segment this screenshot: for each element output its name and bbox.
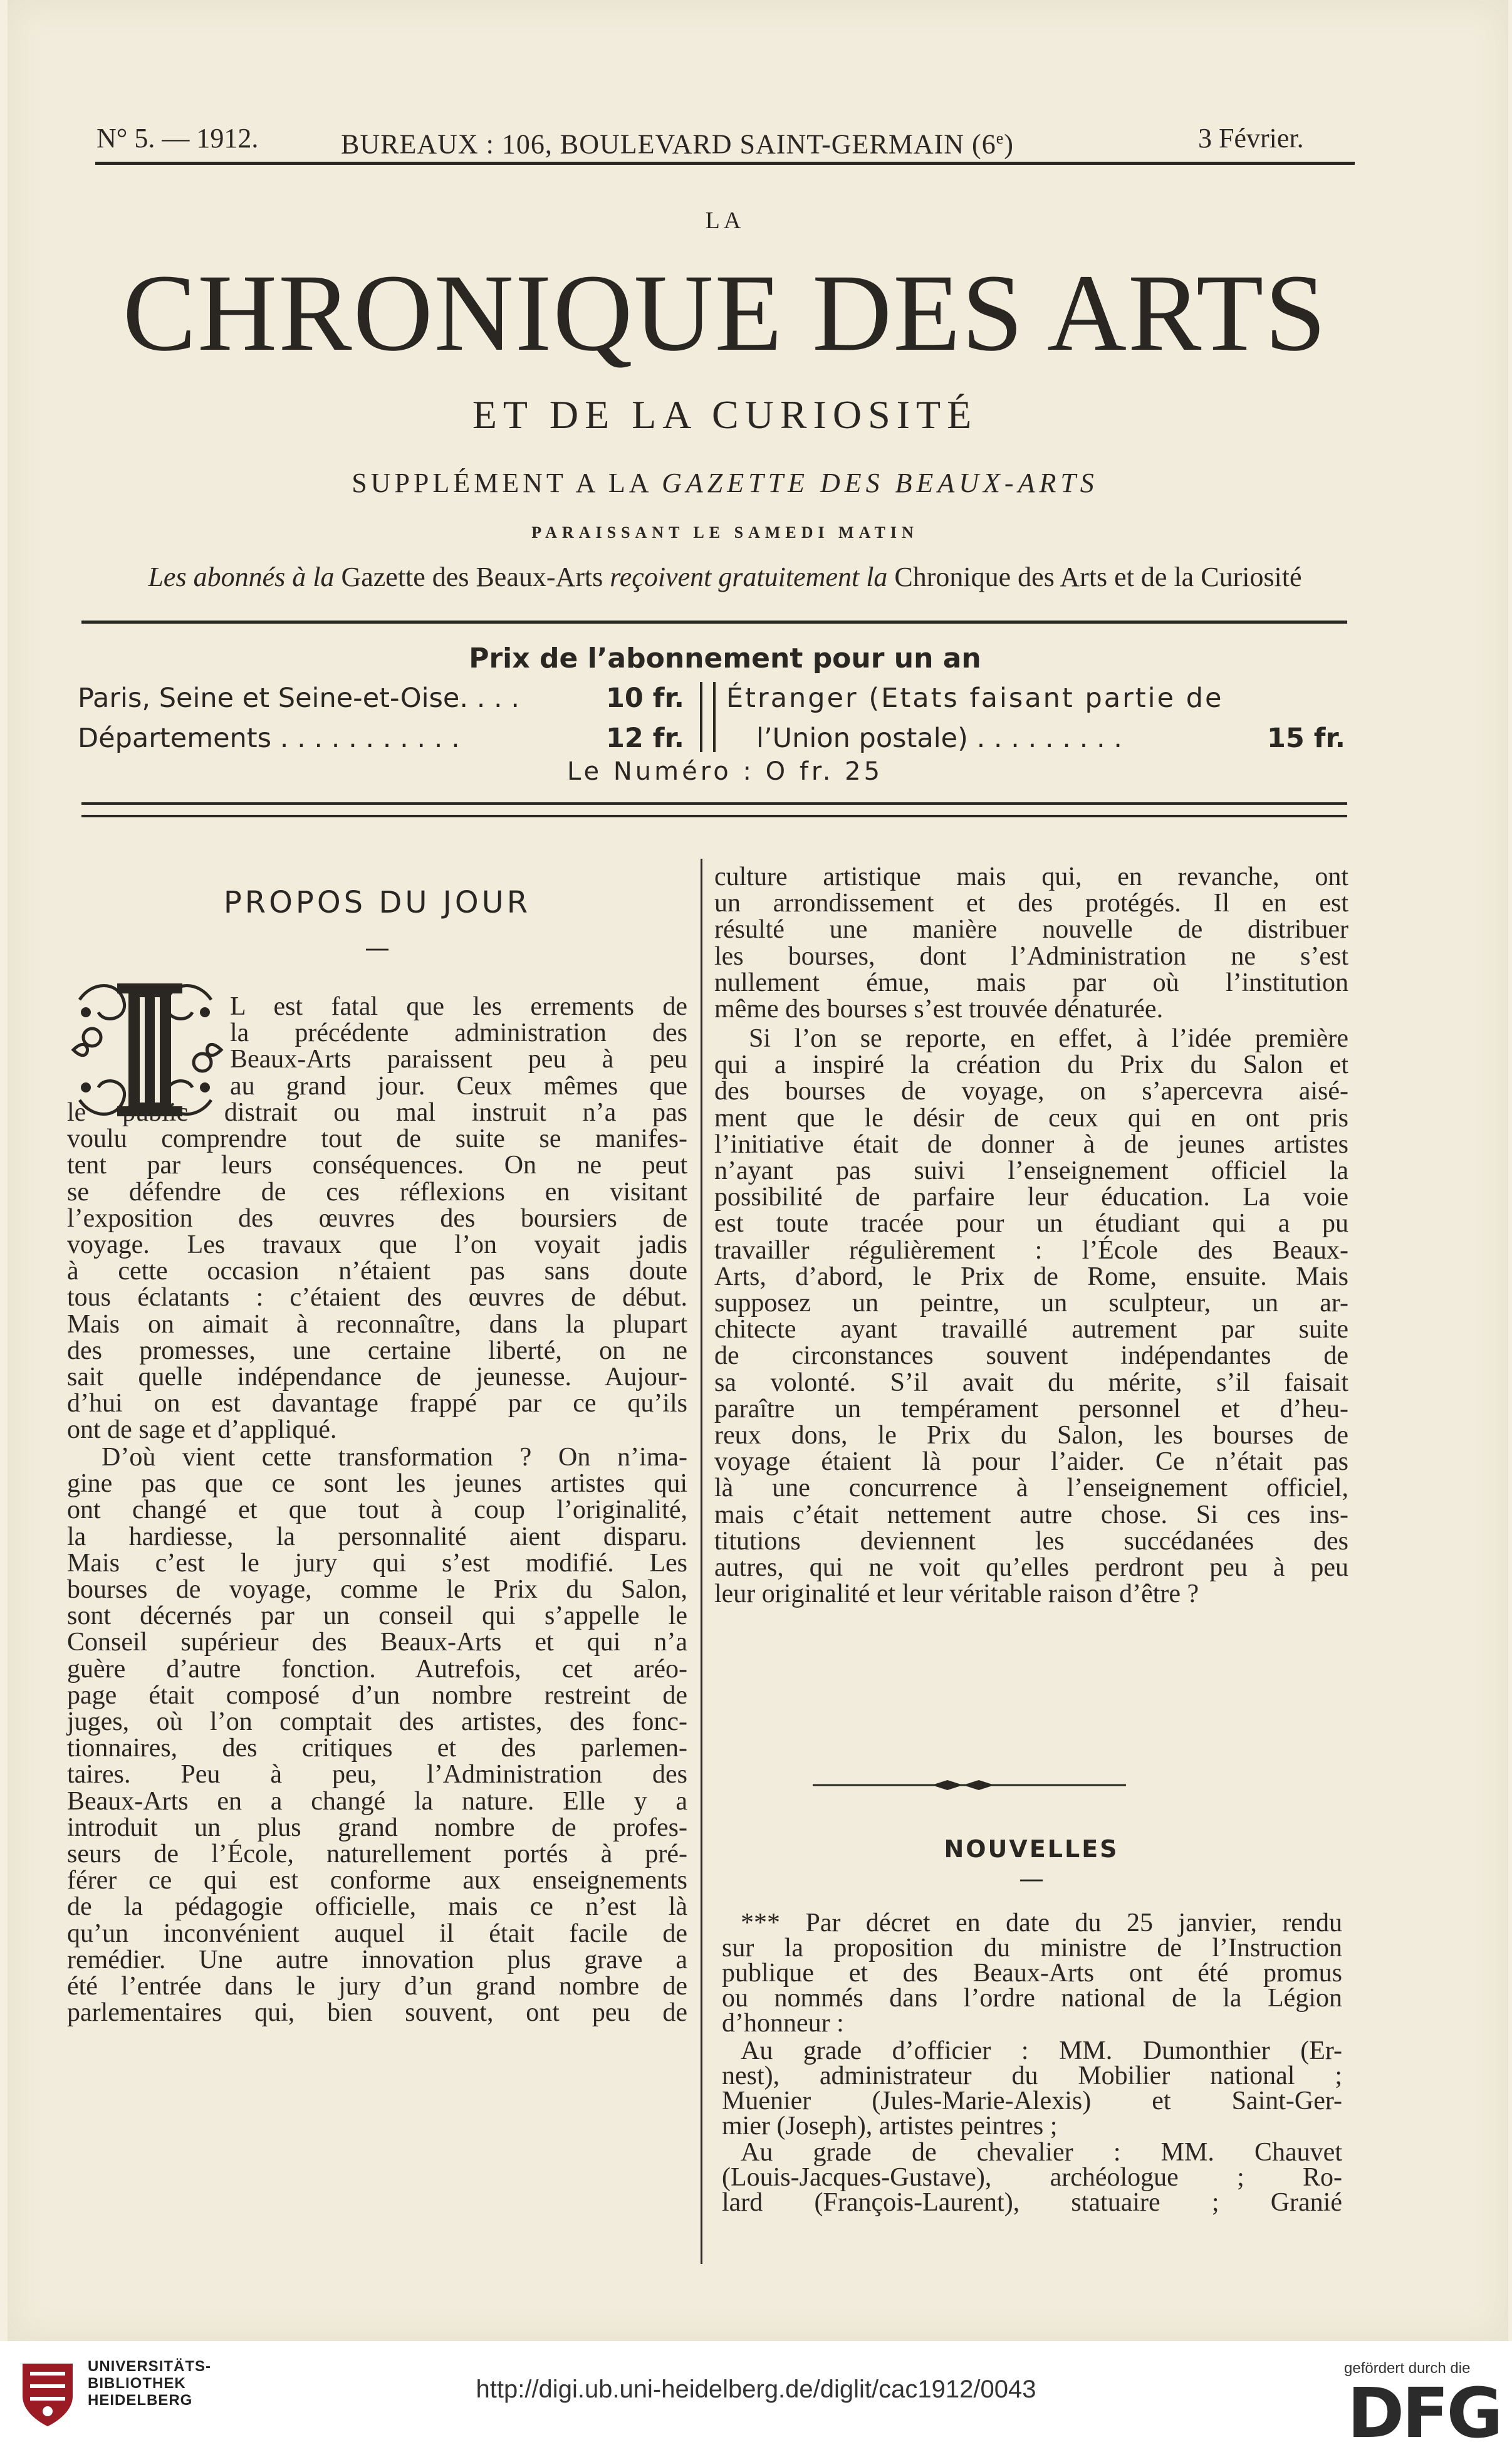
price-departements-label: Départements . . . . . . . . . . . [78,723,460,754]
text-line: (Louis-Jacques-Gustave), archéologue ; Ro- [722,2163,1342,2192]
text-line: Si l’on se reporte, en effet, à l’idée première [749,1024,1348,1053]
text-line: sont décernés par un conseil qui s’appelle le [67,1601,687,1631]
subscription-heading: Prix de l’abonnement pour un an [469,642,981,674]
issue-number: N° 5. — 1912. [96,123,259,154]
masthead-title: CHRONIQUE DES ARTS [122,252,1328,374]
funded-by-label: gefördert durch die [1344,2360,1471,2377]
box-rule-top [81,802,1347,805]
masthead-subtitle: ET DE LA CURIOSITÉ [472,392,978,437]
text-line: la précédente administration des [230,1019,687,1048]
text-line: férer ce qui est conforme aux enseignements [67,1866,687,1895]
text-line: nullement émue, mais par où l’institution [714,968,1348,997]
propos-para1 [67,1099,687,1443]
text-line: la hardiesse, la personnalité aient disparu. [67,1522,687,1551]
text-line: Beaux-Arts en a changé la nature. Elle y a [67,1786,687,1816]
text-line: Mais on aimait à reconnaître, dans la plupart [67,1309,687,1339]
text-line: de la pédagogie officielle, mais ce n’est là [67,1892,687,1922]
text-line: seurs de l’École, naturellement portés à pré- [67,1840,687,1869]
text-line: est toute tracée pour un étudiant qui a pu [714,1209,1348,1239]
text-line: résulté une manière nouvelle de distribuer [714,915,1348,945]
price-departements: 12 fr. [606,723,684,754]
text-line: voyage. Les travaux que l’on voyait jadis [67,1230,687,1260]
nouvelles-heading: NOUVELLES [944,1835,1119,1863]
text-line: ont changé et que tout à coup l’originalité, [67,1496,687,1525]
text-line: sait quelle indépendance de jeunesse. Aujour- [67,1363,687,1392]
masthead-rule [81,621,1347,624]
text-line: qui a inspiré la création du Prix du Salon et [714,1050,1348,1080]
text-line: introduit un plus grand nombre de profes- [67,1813,687,1842]
text-line: de circonstances souvent indépendantes de [714,1341,1348,1371]
text-line: page était composé d’un nombre restreint de [67,1680,687,1710]
column-divider [701,859,702,2264]
nouvelles-para1 [722,1910,1342,2036]
price-paris: 10 fr. [606,683,684,714]
text-line: taires. Peu à peu, l’Administration des [67,1760,687,1789]
text-line: possibilité de parfaire leur éducation. La voie [714,1183,1348,1212]
text-line: D’où vient cette transformation ? On n’ima- [102,1443,687,1472]
text-line: paraître un tempérament personnel et d’heu- [714,1394,1348,1423]
text-line: été l’entrée dans le jury d’un grand nombre de [67,1972,687,2001]
library-line-3: HEIDELBERG [88,2392,193,2409]
text-line: Beaux-Arts paraissent peu à peu [230,1045,687,1074]
masthead-la: LA [705,207,745,234]
text-line: parlementaires qui, bien souvent, ont peu de [67,1998,687,2028]
text-line: autres, qui ne voit qu’elles perdront peu à peu [714,1553,1348,1583]
text-line: ont de sage et d’appliqué. [67,1415,337,1445]
price-etranger: 15 fr. [1267,723,1345,754]
text-line: à cette occasion n’étaient pas sans doute [67,1257,687,1286]
text-line: là une concurrence à l’enseignement officiel, [714,1474,1348,1503]
propos-para1-start [230,993,687,1099]
abonnes-line: Les abonnés à la Gazette des Beaux-Arts reçoivent gratuitement la Chronique des Arts et de la Curiosité [148,562,1302,592]
text-line: leur originalité et leur véritable raison d’être ? [714,1580,1199,1609]
library-line-2: BIBLIOTHEK [88,2375,186,2392]
text-line: ou nommés dans l’ordre national de la Légion [722,1984,1342,2013]
box-rule-bottom [81,815,1347,817]
propos-dash: — [365,934,390,963]
text-line: se défendre de ces réflexions en visitant [67,1177,687,1207]
price-etranger-label-1: Étranger (Etats faisant partie de [726,683,1224,714]
text-line: sa volonté. S’il avait du mérite, s’il faisait [714,1368,1348,1397]
text-line: Au grade de chevalier : MM. Chauvet [741,2138,1342,2167]
text-line: travailler régulièrement : l’École des Beaux- [714,1235,1348,1265]
text-line: mier (Joseph), artistes peintres ; [722,2112,1058,2140]
text-line: publique et des Beaux-Arts ont été promus [722,1959,1342,1988]
col2-para1 [714,864,1348,1022]
text-line: culture artistique mais qui, en revanche, ont [714,862,1348,891]
text-line: au grand jour. Ceux mêmes que [230,1071,687,1101]
text-line: n’ayant pas suivi l’enseignement officiel la [714,1156,1348,1186]
text-line: reux dons, le Prix du Salon, les bourses de [714,1421,1348,1450]
text-line: titutions deviennent les succédanées des [714,1526,1348,1556]
nouvelles-para3 [722,2140,1342,2215]
text-line: tent par leurs conséquences. On ne peut [67,1151,687,1180]
numero-price: Le Numéro : O fr. 25 [566,757,884,786]
col2-para2 [714,1025,1348,1607]
text-line: juges, où l’on comptait des artistes, des fonc- [67,1707,687,1737]
text-line: sur la proposition du ministre de l’Instruction [722,1934,1342,1962]
text-line: remédier. Une autre innovation plus grave a [67,1945,687,1974]
text-line: les bourses, dont l’Administration ne s’est [714,941,1348,971]
text-line: des bourses de voyage, on s’apercevra aisé- [714,1077,1348,1106]
text-line: bourses de voyage, comme le Prix du Salon, [67,1575,687,1605]
price-paris-label: Paris, Seine et Seine-et-Oise. . . . [78,683,520,714]
paraissant-line: PARAISSANT LE SAMEDI MATIN [531,523,919,542]
text-line: qu’un inconvénient auquel il était facile de [67,1919,687,1948]
text-line: Arts, d’abord, le Prix de Rome, ensuite. Mais [714,1262,1348,1291]
library-line-1: UNIVERSITÄTS- [88,2358,212,2375]
text-line: Mais c’est le jury qui s’est modifié. Les [67,1548,687,1578]
supplement-line: SUPPLÉMENT A LA GAZETTE DES BEAUX-ARTS [352,468,1098,498]
text-line: l’initiative était de donner à de jeunes artistes [714,1129,1348,1159]
text-line: voulu comprendre tout de suite se manifes- [67,1124,687,1154]
ornamental-separator [813,1778,1126,1793]
issue-date: 3 Février. [1198,123,1304,154]
text-line: tous éclatants : c’étaient des œuvres de début. [67,1283,687,1312]
price-divider-left [700,682,702,752]
text-line: ment que le désir de ceux qui en ont pris [714,1103,1348,1133]
price-divider-right [713,682,716,752]
text-line: L est fatal que les errements de [230,992,687,1021]
text-line: d’hui on est davantage frappé par ce qu’ils [67,1389,687,1418]
text-line: *** Par décret en date du 25 janvier, rendu [741,1909,1342,1937]
dfg-logo: DFG [1347,2373,1501,2453]
propos-heading: PROPOS DU JOUR [223,885,531,920]
text-line: mais c’était nettement autre chose. Si ces ins- [714,1500,1348,1529]
text-line: l’exposition des œuvres des boursiers de [67,1203,687,1233]
separator-svg [813,1778,1126,1793]
text-line: d’honneur : [722,2009,844,2038]
text-line: chitecte ayant travaillé autrement par suite [714,1315,1348,1344]
text-line: gine pas que ce sont les jeunes artistes qui [67,1469,687,1499]
text-line: tionnaires, des critiques et des parlemen- [67,1734,687,1763]
text-line: lard (François-Laurent), statuaire ; Granié [722,2188,1342,2217]
nouvelles-para2 [722,2038,1342,2139]
text-line: le public distrait ou mal instruit n’a pas [67,1098,687,1127]
text-line: un arrondissement et des protégés. Il en est [714,889,1348,918]
text-line: même des bourses s’est trouvée dénaturée. [714,995,1164,1024]
source-url[interactable]: http://digi.ub.uni-heidelberg.de/diglit/cac1912/0043 [476,2376,1036,2403]
text-line: Muenier (Jules-Marie-Alexis) et Saint-Ger- [722,2087,1342,2115]
text-line: Conseil supérieur des Beaux-Arts et qui n’a [67,1628,687,1657]
text-line: Au grade d’officier : MM. Dumonthier (Er- [741,2036,1342,2065]
text-line: supposez un peintre, un sculpteur, un ar- [714,1289,1348,1318]
propos-para2 [67,1444,687,2026]
text-line: nest), administrateur du Mobilier national ; [722,2061,1342,2090]
nouvelles-dash: — [1019,1865,1044,1894]
newspaper-page [8,0,1508,2341]
text-line: des promesses, une certaine liberté, on ne [67,1336,687,1365]
price-etranger-label-2: l’Union postale) . . . . . . . . . [756,723,1122,754]
text-line: guère d’autre fonction. Autrefois, cet aréo- [67,1654,687,1684]
bureaux-address: BUREAUX : 106, BOULEVARD SAINT-GERMAIN (6e) [341,128,1014,160]
text-line: voyage étaient là pour l’aider. Ce n’était pas [714,1447,1348,1477]
header-rule [95,162,1355,165]
